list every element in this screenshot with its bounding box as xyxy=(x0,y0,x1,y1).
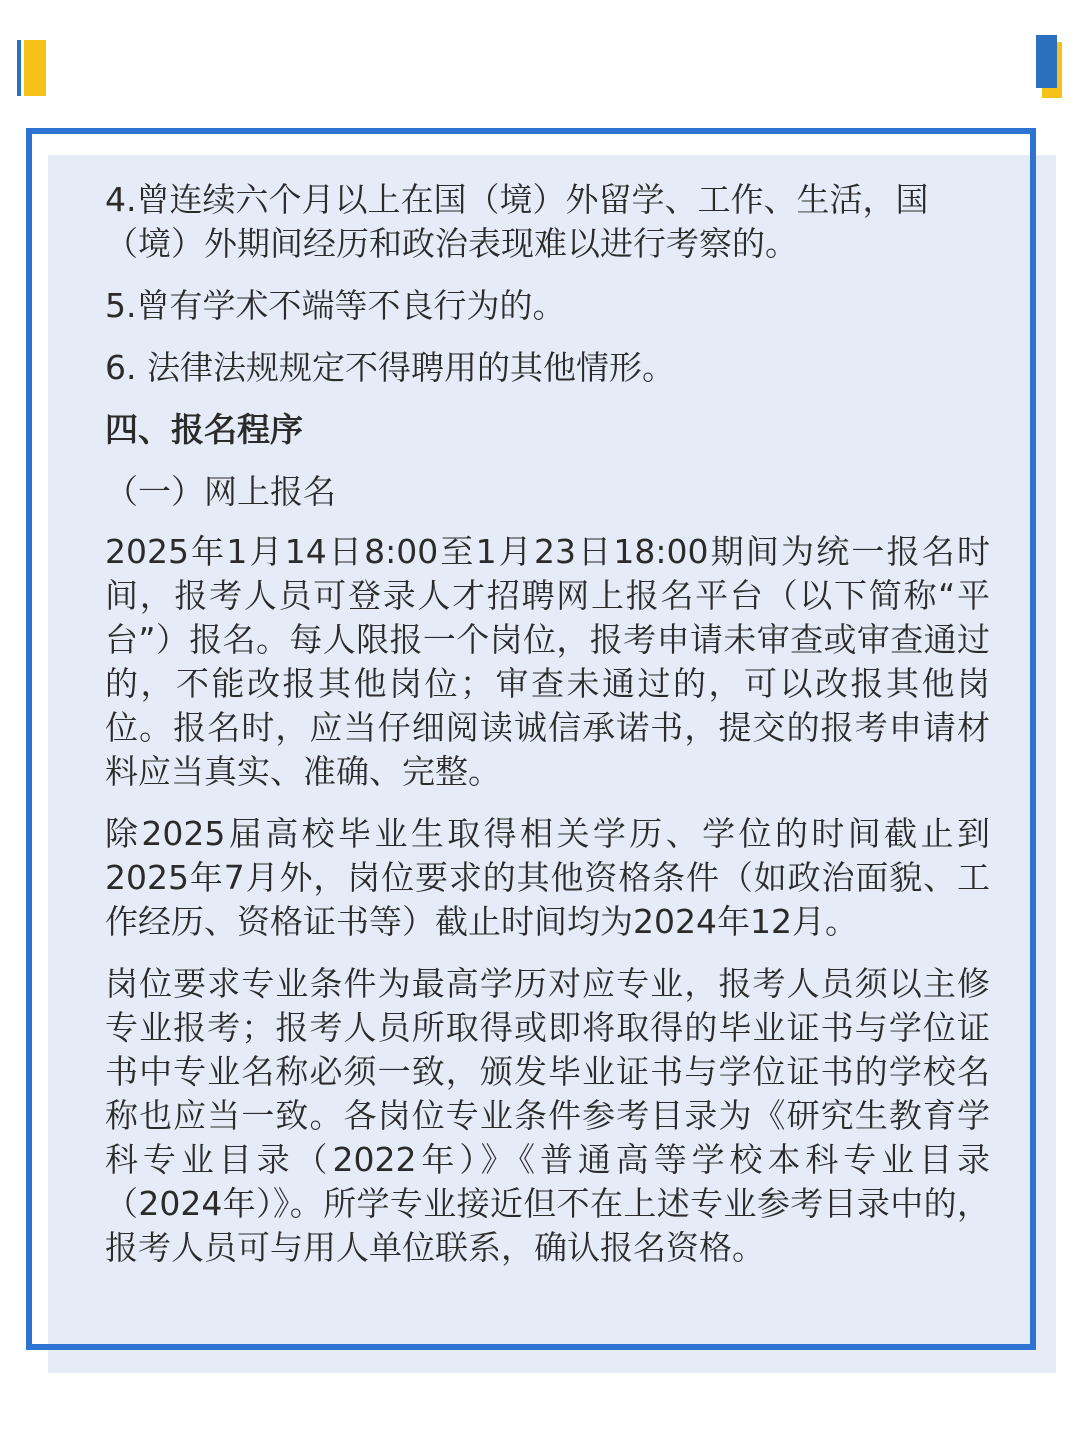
section-heading: 四、报名程序 xyxy=(105,410,303,449)
list-item: 5.曾有学术不端等不良行为的。 xyxy=(105,286,566,325)
list-item: 4.曾连续六个月以上在国（境）外留学、工作、生活，国（境）外期间经历和政治表现难以进行考察的。 xyxy=(105,180,929,263)
corner-accent-yellow-bar xyxy=(24,40,46,96)
corner-accent-thin-bar xyxy=(17,40,21,96)
subsection-heading: （一）网上报名 xyxy=(105,472,336,511)
corner-accent-blue-bar xyxy=(1036,35,1057,88)
paragraph: 岗位要求专业条件为最高学历对应专业，报考人员须以主修专业报考；报考人员所取得或即将取得的毕业证书与学位证书中专业名称必须一致，颁发毕业证书与学位证书的学校名称也应当一致。各岗位专业条件参考目录为《研究生教育学科专业目录（2022年）》《普通高等学校本科专业目录（2024年）》。所学专业接近但不在上述专业参考目录中的，报考人员可与用人单位联系，确认报名资格。 xyxy=(105,964,990,1267)
list-item: 6. 法律法规规定不得聘用的其他情形。 xyxy=(105,348,675,387)
paragraph: 除2025届高校毕业生取得相关学历、学位的时间截止到2025年7月外，岗位要求的其他资格条件（如政治面貌、工作经历、资格证书等）截止时间均为2024年12月。 xyxy=(105,814,990,941)
document-body xyxy=(105,178,990,1288)
paragraph: 2025年1月14日8:00至1月23日18:00期间为统一报名时间，报考人员可登录人才招聘网上报名平台（以下简称“平台”）报名。每人限报一个岗位，报考申请未审查或审查通过的，不能改报其他岗位；审查未通过的，可以改报其他岗位。报名时，应当仔细阅读诚信承诺书，提交的报考申请材料应当真实、准确、完整。 xyxy=(105,532,990,791)
